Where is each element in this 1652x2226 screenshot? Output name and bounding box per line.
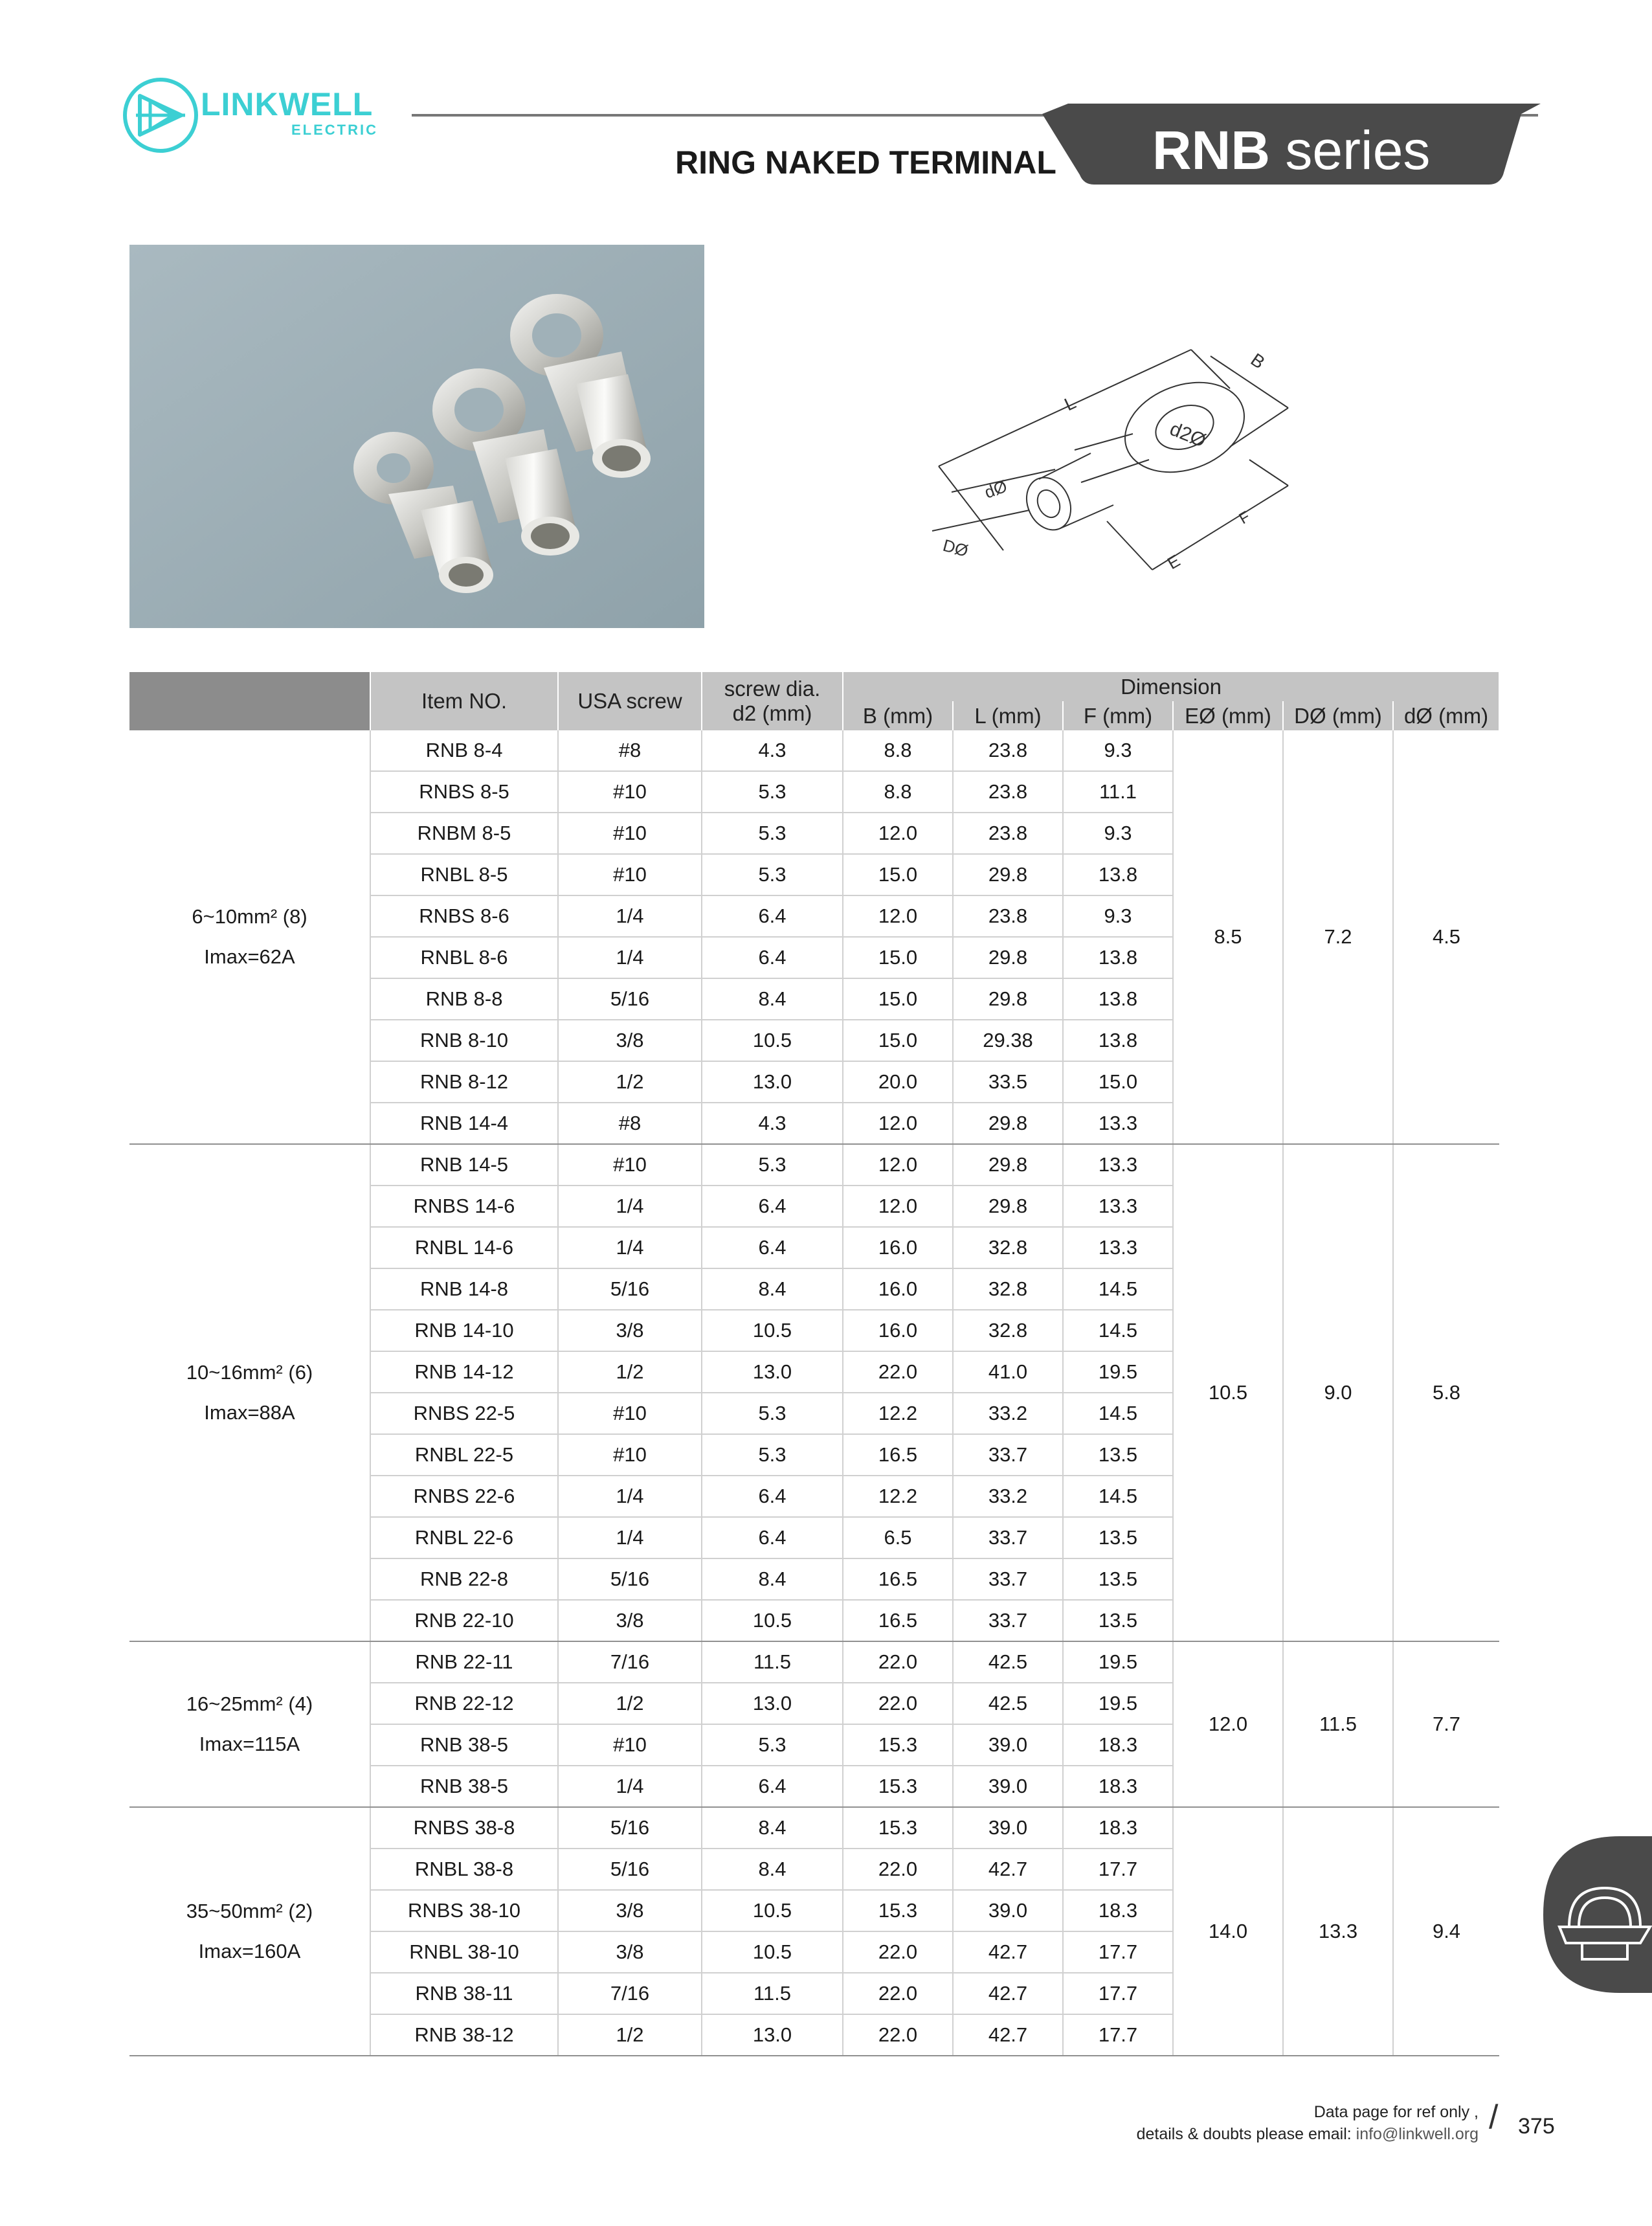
usa-screw-cell: 1/4 — [558, 1186, 702, 1227]
screw-dia-cell: 5.3 — [702, 1144, 843, 1186]
b-cell: 12.0 — [843, 1144, 953, 1186]
f-cell: 13.5 — [1063, 1600, 1173, 1641]
usa-screw-cell: 5/16 — [558, 1268, 702, 1310]
l-cell: 42.7 — [953, 2014, 1063, 2056]
d-small-cell: 9.4 — [1393, 1807, 1499, 2056]
l-cell: 29.8 — [953, 854, 1063, 895]
e-cell: 10.5 — [1173, 1144, 1283, 1641]
screw-dia-cell: 6.4 — [702, 1227, 843, 1268]
b-cell: 15.3 — [843, 1724, 953, 1766]
f-cell: 13.3 — [1063, 1144, 1173, 1186]
e-cell: 8.5 — [1173, 730, 1283, 1144]
table-row — [129, 1641, 1499, 1683]
series-suffix: series — [1270, 120, 1431, 181]
l-cell: 39.0 — [953, 1890, 1063, 1931]
usa-screw-cell: 1/2 — [558, 2014, 702, 2056]
f-cell: 18.3 — [1063, 1766, 1173, 1807]
usa-screw-cell: 7/16 — [558, 1973, 702, 2014]
screw-dia-cell: 5.3 — [702, 1724, 843, 1766]
f-cell: 17.7 — [1063, 1973, 1173, 2014]
spec-table — [129, 672, 1500, 2056]
b-cell: 15.3 — [843, 1766, 953, 1807]
f-cell: 13.5 — [1063, 1434, 1173, 1476]
f-cell: 13.3 — [1063, 1186, 1173, 1227]
b-cell: 12.2 — [843, 1476, 953, 1517]
b-cell: 12.2 — [843, 1393, 953, 1434]
item-no-cell: RNBS 38-8 — [370, 1807, 558, 1849]
product-title: RING NAKED TERMINAL — [675, 144, 1056, 181]
screw-dia-cell: 6.4 — [702, 1186, 843, 1227]
usa-screw-cell: 1/4 — [558, 1476, 702, 1517]
screw-dia-cell: 5.3 — [702, 1434, 843, 1476]
screw-dia-cell: 10.5 — [702, 1600, 843, 1641]
b-cell: 22.0 — [843, 1683, 953, 1724]
d-big-cell: 9.0 — [1283, 1144, 1393, 1641]
item-no-cell: RNB 22-12 — [370, 1683, 558, 1724]
dim-label-b: B — [1247, 349, 1269, 373]
b-cell: 22.0 — [843, 1351, 953, 1393]
l-cell: 42.5 — [953, 1641, 1063, 1683]
b-cell: 22.0 — [843, 1931, 953, 1973]
usa-screw-cell: 1/4 — [558, 895, 702, 937]
table-row — [129, 730, 1499, 771]
usa-screw-cell: #8 — [558, 730, 702, 771]
item-no-cell: RNBS 22-6 — [370, 1476, 558, 1517]
screw-dia-cell: 13.0 — [702, 1351, 843, 1393]
table-row — [129, 1807, 1499, 1849]
f-cell: 18.3 — [1063, 1724, 1173, 1766]
usa-screw-cell: 3/8 — [558, 1931, 702, 1973]
l-cell: 33.5 — [953, 1061, 1063, 1103]
item-no-cell: RNBS 8-5 — [370, 771, 558, 813]
e-cell: 12.0 — [1173, 1641, 1283, 1807]
wire-size-cell: 35~50mm² (2) Imax=160A — [129, 1807, 370, 2056]
f-cell: 19.5 — [1063, 1351, 1173, 1393]
screw-dia-cell: 11.5 — [702, 1973, 843, 2014]
header-l: L (mm) — [953, 701, 1063, 730]
item-no-cell: RNBL 38-8 — [370, 1849, 558, 1890]
l-cell: 33.7 — [953, 1517, 1063, 1558]
screw-dia-cell: 10.5 — [702, 1890, 843, 1931]
screw-dia-cell: 10.5 — [702, 1310, 843, 1351]
usa-screw-cell: 5/16 — [558, 1807, 702, 1849]
f-cell: 13.5 — [1063, 1558, 1173, 1600]
usa-screw-cell: 1/2 — [558, 1683, 702, 1724]
f-cell: 15.0 — [1063, 1061, 1173, 1103]
usa-screw-cell: 3/8 — [558, 1020, 702, 1061]
usa-screw-cell: #10 — [558, 1144, 702, 1186]
item-no-cell: RNB 14-10 — [370, 1310, 558, 1351]
d-small-cell: 5.8 — [1393, 1144, 1499, 1641]
f-cell: 9.3 — [1063, 730, 1173, 771]
brand-subtitle: ELECTRIC — [291, 122, 378, 138]
usa-screw-cell: 1/4 — [558, 1227, 702, 1268]
d-big-cell: 13.3 — [1283, 1807, 1393, 2056]
f-cell: 13.5 — [1063, 1517, 1173, 1558]
item-no-cell: RNBL 14-6 — [370, 1227, 558, 1268]
product-photo — [129, 245, 704, 628]
b-cell: 22.0 — [843, 2014, 953, 2056]
l-cell: 29.8 — [953, 978, 1063, 1020]
item-no-cell: RNB 38-5 — [370, 1724, 558, 1766]
usa-screw-cell: 3/8 — [558, 1310, 702, 1351]
item-no-cell: RNBS 8-6 — [370, 895, 558, 937]
triangle-logo-icon — [122, 76, 199, 154]
b-cell: 22.0 — [843, 1641, 953, 1683]
screw-dia-cell: 13.0 — [702, 1683, 843, 1724]
b-cell: 15.3 — [843, 1890, 953, 1931]
l-cell: 33.7 — [953, 1434, 1063, 1476]
b-cell: 15.3 — [843, 1807, 953, 1849]
item-no-cell: RNBL 8-5 — [370, 854, 558, 895]
b-cell: 8.8 — [843, 730, 953, 771]
usa-screw-cell: #10 — [558, 771, 702, 813]
l-cell: 23.8 — [953, 895, 1063, 937]
l-cell: 42.5 — [953, 1683, 1063, 1724]
screw-dia-cell: 5.3 — [702, 813, 843, 854]
item-no-cell: RNB 14-5 — [370, 1144, 558, 1186]
footer-slash: / — [1489, 2098, 1499, 2136]
b-cell: 15.0 — [843, 978, 953, 1020]
dim-label-e: E — [1164, 550, 1184, 574]
screw-dia-cell: 6.4 — [702, 1476, 843, 1517]
usa-screw-cell: 3/8 — [558, 1600, 702, 1641]
usa-screw-cell: #10 — [558, 813, 702, 854]
l-cell: 39.0 — [953, 1807, 1063, 1849]
d-big-cell: 7.2 — [1283, 730, 1393, 1144]
page-number: 375 — [1518, 2114, 1555, 2139]
f-cell: 18.3 — [1063, 1807, 1173, 1849]
dim-label-d2: d2Ø — [1166, 418, 1209, 452]
b-cell: 12.0 — [843, 813, 953, 854]
l-cell: 23.8 — [953, 730, 1063, 771]
l-cell: 42.7 — [953, 1849, 1063, 1890]
screw-dia-cell: 5.3 — [702, 854, 843, 895]
usa-screw-cell: #10 — [558, 1724, 702, 1766]
b-cell: 20.0 — [843, 1061, 953, 1103]
screw-dia-cell: 8.4 — [702, 978, 843, 1020]
f-cell: 14.5 — [1063, 1393, 1173, 1434]
item-no-cell: RNB 38-11 — [370, 1973, 558, 2014]
screw-dia-cell: 6.4 — [702, 1766, 843, 1807]
b-cell: 12.0 — [843, 1103, 953, 1144]
spec-table-body — [129, 730, 1499, 2056]
header-usa-screw: USA screw — [558, 672, 702, 730]
b-cell: 16.0 — [843, 1268, 953, 1310]
header-d-big: DØ (mm) — [1283, 701, 1393, 730]
l-cell: 33.7 — [953, 1600, 1063, 1641]
f-cell: 9.3 — [1063, 813, 1173, 854]
wire-size-cell: 6~10mm² (8) Imax=62A — [129, 730, 370, 1144]
b-cell: 22.0 — [843, 1973, 953, 2014]
header-e: EØ (mm) — [1173, 701, 1283, 730]
l-cell: 42.7 — [953, 1973, 1063, 2014]
usa-screw-cell: 1/4 — [558, 1766, 702, 1807]
f-cell: 17.7 — [1063, 2014, 1173, 2056]
usa-screw-cell: #10 — [558, 1393, 702, 1434]
item-no-cell: RNB 22-8 — [370, 1558, 558, 1600]
item-no-cell: RNBS 22-5 — [370, 1393, 558, 1434]
f-cell: 13.8 — [1063, 1020, 1173, 1061]
usa-screw-cell: 7/16 — [558, 1641, 702, 1683]
usa-screw-cell: #8 — [558, 1103, 702, 1144]
usa-screw-cell: #10 — [558, 854, 702, 895]
l-cell: 29.8 — [953, 1144, 1063, 1186]
l-cell: 29.8 — [953, 1186, 1063, 1227]
usa-screw-cell: 1/2 — [558, 1351, 702, 1393]
header-screw-dia: screw dia. d2 (mm) — [702, 672, 843, 730]
f-cell: 13.3 — [1063, 1227, 1173, 1268]
b-cell: 12.0 — [843, 1186, 953, 1227]
l-cell: 32.8 — [953, 1227, 1063, 1268]
footer-email[interactable]: info@linkwell.org — [1356, 2125, 1479, 2143]
f-cell: 19.5 — [1063, 1683, 1173, 1724]
usa-screw-cell: 1/4 — [558, 1517, 702, 1558]
item-no-cell: RNB 8-4 — [370, 730, 558, 771]
item-no-cell: RNB 22-11 — [370, 1641, 558, 1683]
f-cell: 14.5 — [1063, 1476, 1173, 1517]
dimension-drawing — [926, 337, 1340, 589]
screw-dia-cell: 4.3 — [702, 730, 843, 771]
item-no-cell: RNB 38-5 — [370, 1766, 558, 1807]
footer-contact: details & doubts please email: info@linkwell.org — [1136, 2125, 1479, 2143]
b-cell: 8.8 — [843, 771, 953, 813]
e-cell: 14.0 — [1173, 1807, 1283, 2056]
l-cell: 33.7 — [953, 1558, 1063, 1600]
item-no-cell: RNB 22-10 — [370, 1600, 558, 1641]
d-small-cell: 4.5 — [1393, 730, 1499, 1144]
b-cell: 22.0 — [843, 1849, 953, 1890]
item-no-cell: RNBL 22-5 — [370, 1434, 558, 1476]
screw-dia-cell: 11.5 — [702, 1641, 843, 1683]
b-cell: 12.0 — [843, 895, 953, 937]
l-cell: 33.2 — [953, 1393, 1063, 1434]
wire-size-cell: 16~25mm² (4) Imax=115A — [129, 1641, 370, 1807]
usa-screw-cell: 5/16 — [558, 978, 702, 1020]
usa-screw-cell: 1/2 — [558, 1061, 702, 1103]
item-no-cell: RNB 14-8 — [370, 1268, 558, 1310]
item-no-cell: RNB 8-10 — [370, 1020, 558, 1061]
series-code: RNB — [1152, 120, 1270, 181]
item-no-cell: RNBM 8-5 — [370, 813, 558, 854]
usa-screw-cell: 3/8 — [558, 1890, 702, 1931]
d-small-cell: 7.7 — [1393, 1641, 1499, 1807]
wire-size-cell: 10~16mm² (6) Imax=88A — [129, 1144, 370, 1641]
item-no-cell: RNBS 38-10 — [370, 1890, 558, 1931]
l-cell: 41.0 — [953, 1351, 1063, 1393]
f-cell: 18.3 — [1063, 1890, 1173, 1931]
screw-dia-cell: 6.4 — [702, 937, 843, 978]
l-cell: 29.8 — [953, 1103, 1063, 1144]
screw-dia-cell: 8.4 — [702, 1558, 843, 1600]
header-f: F (mm) — [1063, 701, 1173, 730]
l-cell: 29.38 — [953, 1020, 1063, 1061]
l-cell: 29.8 — [953, 937, 1063, 978]
screw-dia-cell: 8.4 — [702, 1807, 843, 1849]
header-b: B (mm) — [843, 701, 953, 730]
usa-screw-cell: 1/4 — [558, 937, 702, 978]
b-cell: 16.5 — [843, 1434, 953, 1476]
screw-dia-cell: 8.4 — [702, 1849, 843, 1890]
l-cell: 32.8 — [953, 1268, 1063, 1310]
screw-dia-cell: 8.4 — [702, 1268, 843, 1310]
screw-dia-cell: 13.0 — [702, 2014, 843, 2056]
item-no-cell: RNBL 22-6 — [370, 1517, 558, 1558]
f-cell: 9.3 — [1063, 895, 1173, 937]
f-cell: 14.5 — [1063, 1310, 1173, 1351]
screw-dia-cell: 6.4 — [702, 1517, 843, 1558]
series-title — [1152, 119, 1430, 182]
item-no-cell: RNB 8-8 — [370, 978, 558, 1020]
table-row — [129, 1144, 1499, 1186]
usa-screw-cell: 5/16 — [558, 1558, 702, 1600]
item-no-cell: RNB 38-12 — [370, 2014, 558, 2056]
b-cell: 16.5 — [843, 1558, 953, 1600]
b-cell: 15.0 — [843, 854, 953, 895]
f-cell: 13.8 — [1063, 978, 1173, 1020]
dim-label-d-big: DØ — [941, 535, 970, 561]
dim-label-d-small: dØ — [981, 476, 1010, 502]
dim-label-l: L — [1061, 392, 1079, 415]
item-no-cell: RNB 14-4 — [370, 1103, 558, 1144]
b-cell: 16.0 — [843, 1310, 953, 1351]
b-cell: 15.0 — [843, 1020, 953, 1061]
item-no-cell: RNBL 8-6 — [370, 937, 558, 978]
header-item-no: Item NO. — [370, 672, 558, 730]
l-cell: 33.2 — [953, 1476, 1063, 1517]
usa-screw-cell: 5/16 — [558, 1849, 702, 1890]
l-cell: 32.8 — [953, 1310, 1063, 1351]
b-cell: 15.0 — [843, 937, 953, 978]
f-cell: 13.8 — [1063, 937, 1173, 978]
item-no-cell: RNB 14-12 — [370, 1351, 558, 1393]
screw-dia-cell: 5.3 — [702, 771, 843, 813]
b-cell: 16.5 — [843, 1600, 953, 1641]
usa-screw-cell: #10 — [558, 1434, 702, 1476]
l-cell: 39.0 — [953, 1766, 1063, 1807]
header-dimension: Dimension — [843, 672, 1499, 701]
f-cell: 14.5 — [1063, 1268, 1173, 1310]
header-d-small: dØ (mm) — [1393, 701, 1499, 730]
f-cell: 13.3 — [1063, 1103, 1173, 1144]
f-cell: 17.7 — [1063, 1931, 1173, 1973]
screw-dia-cell: 10.5 — [702, 1020, 843, 1061]
item-no-cell: RNBS 14-6 — [370, 1186, 558, 1227]
l-cell: 23.8 — [953, 813, 1063, 854]
f-cell: 19.5 — [1063, 1641, 1173, 1683]
screw-dia-cell: 6.4 — [702, 895, 843, 937]
dim-label-f: F — [1236, 508, 1253, 528]
screw-dia-cell: 5.3 — [702, 1393, 843, 1434]
l-cell: 23.8 — [953, 771, 1063, 813]
l-cell: 39.0 — [953, 1724, 1063, 1766]
item-no-cell: RNB 8-12 — [370, 1061, 558, 1103]
l-cell: 42.7 — [953, 1931, 1063, 1973]
f-cell: 17.7 — [1063, 1849, 1173, 1890]
b-cell: 16.0 — [843, 1227, 953, 1268]
f-cell: 13.8 — [1063, 854, 1173, 895]
terminal-clamp-icon — [1543, 1836, 1652, 1993]
screw-dia-cell: 4.3 — [702, 1103, 843, 1144]
item-no-cell: RNBL 38-10 — [370, 1931, 558, 1973]
brand-name: LINKWELL — [201, 86, 374, 122]
footer-note: Data page for ref only , — [1313, 2103, 1479, 2121]
d-big-cell: 11.5 — [1283, 1641, 1393, 1807]
f-cell: 11.1 — [1063, 771, 1173, 813]
header-blank — [129, 672, 370, 730]
screw-dia-cell: 10.5 — [702, 1931, 843, 1973]
screw-dia-cell: 13.0 — [702, 1061, 843, 1103]
b-cell: 6.5 — [843, 1517, 953, 1558]
